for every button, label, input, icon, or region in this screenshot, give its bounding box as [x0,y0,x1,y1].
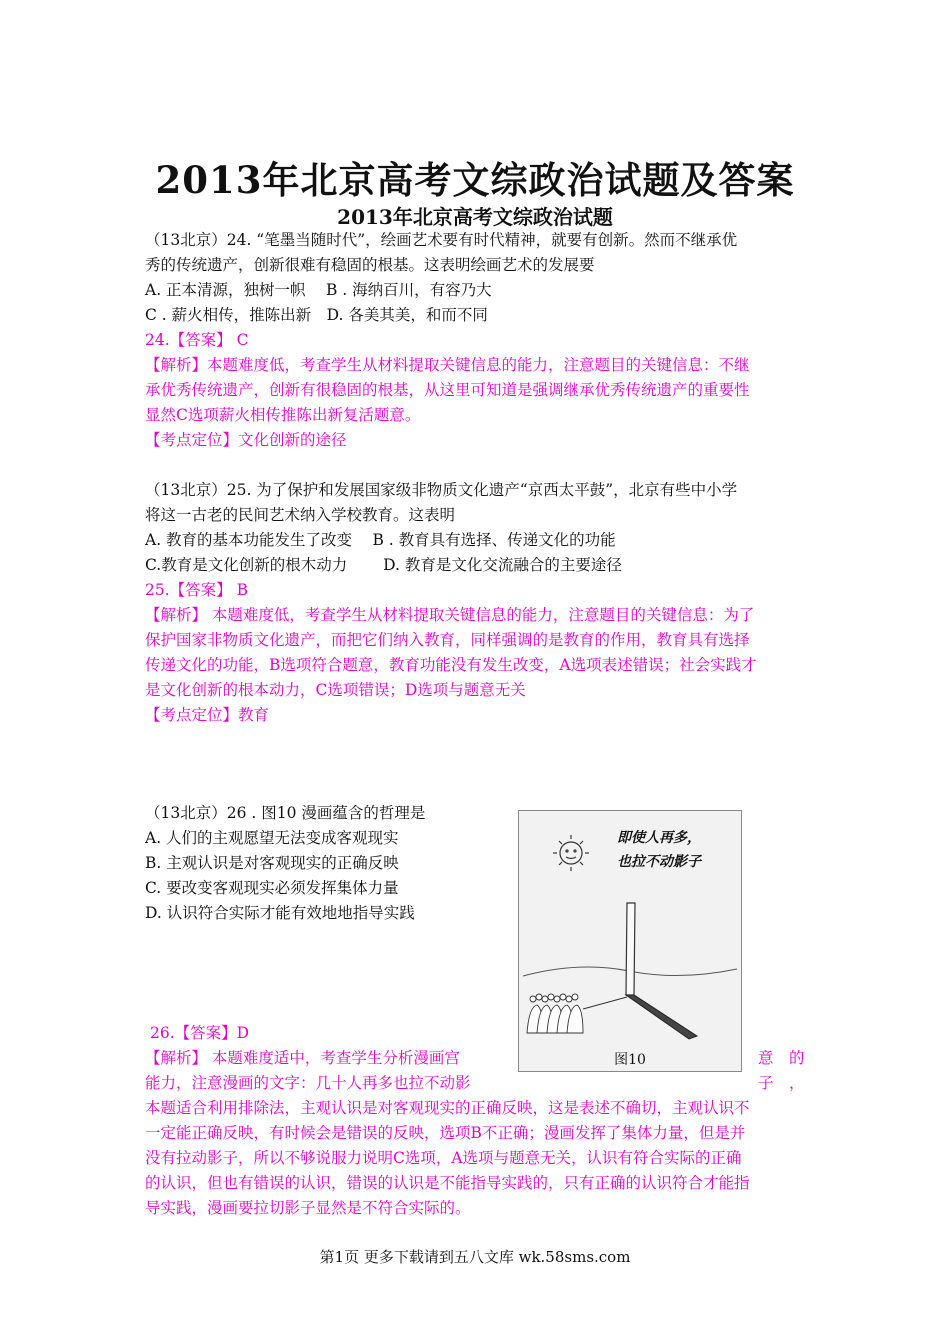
q26-explanation-line1b: 意 的 [758,1049,805,1067]
q26-explanation-line1a: 【解析】 本题难度适中，考查学生分析漫画宫 [145,1049,460,1067]
q25-stem-line1: （13北京）25. 为了保护和发展国家级非物质文化遗产“京西太平鼓”，北京有些中小学 [145,481,738,499]
q26-explanation-line6: 的认识，但也有错误的认识，错误的认识是不能指导实践的，只有正确的认识符合才能指 [145,1174,750,1192]
q24-answer: 24.【答案】 C [145,331,249,349]
shadow [626,995,697,1039]
q25-options-ab: A. 教育的基本功能发生了改变 B . 教育具有选择、传递文化的功能 [145,531,616,549]
q25-explanation-line3: 传递文化的功能，B选项符合题意，教育功能没有发生改变，A选项表述错误；社会实践才 [145,656,757,674]
document-subtitle: 2013年北京高考文综政治试题 [337,205,613,229]
q26-explanation-line2b: 子 ， [758,1074,805,1092]
q24-stem-line2: 秀的传统遗产，创新很难有稳固的根基。这表明绘画艺术的发展要 [145,256,595,274]
q25-options-cd: C.教育是文化创新的根木动力 D. 教育是文化交流融合的主要途径 [145,556,622,574]
q24-explanation-line1: 【解析】本题难度低，考查学生从材料提取关键信息的能力，注意题目的关键信息：不继 [145,356,750,374]
q26-stem: （13北京）26 . 图10 漫画蕴含的哲理是 [145,804,426,822]
q25-stem-line2: 将这一古老的民间艺术纳入学校教育。这表明 [145,506,456,524]
document-title: 2013年北京高考文综政治试题及答案 [155,158,795,202]
cartoon-caption-line1: 即使人再多， [617,830,701,846]
q25-explanation-line2: 保护国家非物质文化遗产，而把它们纳入教育，同样强调的是教育的作用，教育具有选择 [145,631,750,649]
q26-explanation-line2a: 能力，注意漫画的文字：几十人再多也拉不动影 [145,1074,471,1092]
q26-option-d: D. 认识符合实际才能有效地地指导实践 [145,904,415,922]
q26-explanation-line7: 导实践，漫画要拉切影子显然是不符合实际的。 [145,1199,471,1217]
pole [626,903,635,995]
figure-label: 图10 [614,1052,646,1068]
q26-explanation-line5: 没有拉动影子，所以不够说服力说明C选项，A选项与题意无关，认识有符合实际的正确 [145,1149,742,1167]
q26-option-b: B. 主观认识是对客观现实的正确反映 [145,854,399,872]
q24-options-ab: A. 正本清源，独树一帜 B . 海纳百川，有容乃大 [145,281,492,299]
q26-answer: 26.【答案】D [150,1024,250,1042]
q24-explanation-line3: 显然C选项薪火相传推陈出新复活题意。 [145,406,421,424]
q26-option-a: A. 人们的主观愿望无法变成客观现实 [145,829,399,847]
q24-options-cd: C . 薪火相传，推陈出新 D. 各美其美，和而不同 [145,306,488,324]
cartoon-drawing [519,811,741,1071]
cartoon-caption-line2: 也拉不动影子 [617,854,701,870]
sun-icon [553,835,589,871]
q25-answer: 25.【答案】 B [145,581,248,599]
q26-explanation-line3: 本题适合利用排除法，主观认识是对客观现实的正确反映，这是表述不确切，主观认识不 [145,1099,750,1117]
q24-knowledge-point: 【考点定位】文化创新的途径 [145,431,347,449]
rope [583,997,627,1009]
page-footer: 第1页 更多下载请到五八文库 wk.58sms.com [319,1248,631,1266]
crowd-of-people [527,994,583,1033]
q25-explanation-line1: 【解析】 本题难度低，考查学生从材料提取关键信息的能力，注意题目的关键信息：为了 [145,606,755,624]
q25-explanation-line4: 是文化创新的根本动力，C选项错误；D选项与题意无关 [145,681,526,699]
q24-stem-line1: （13北京）24. “笔墨当随时代”，绘画艺术要有时代精神，就要有创新。然而不继承优 [145,231,738,249]
q26-option-c: C. 要改变客观现实必须发挥集体力量 [145,879,399,897]
q26-explanation-line4: 一定能正确反映，有时候会是错误的反映，选项B不正确；漫画发挥了集体力量，但是并 [145,1124,746,1142]
q25-knowledge-point: 【考点定位】教育 [145,706,270,724]
q24-explanation-line2: 承优秀传统遗产，创新有很稳固的根基，从这里可知道是强调继承优秀传统遗产的重要性 [145,381,750,399]
cartoon-figure-10 [518,810,742,1072]
